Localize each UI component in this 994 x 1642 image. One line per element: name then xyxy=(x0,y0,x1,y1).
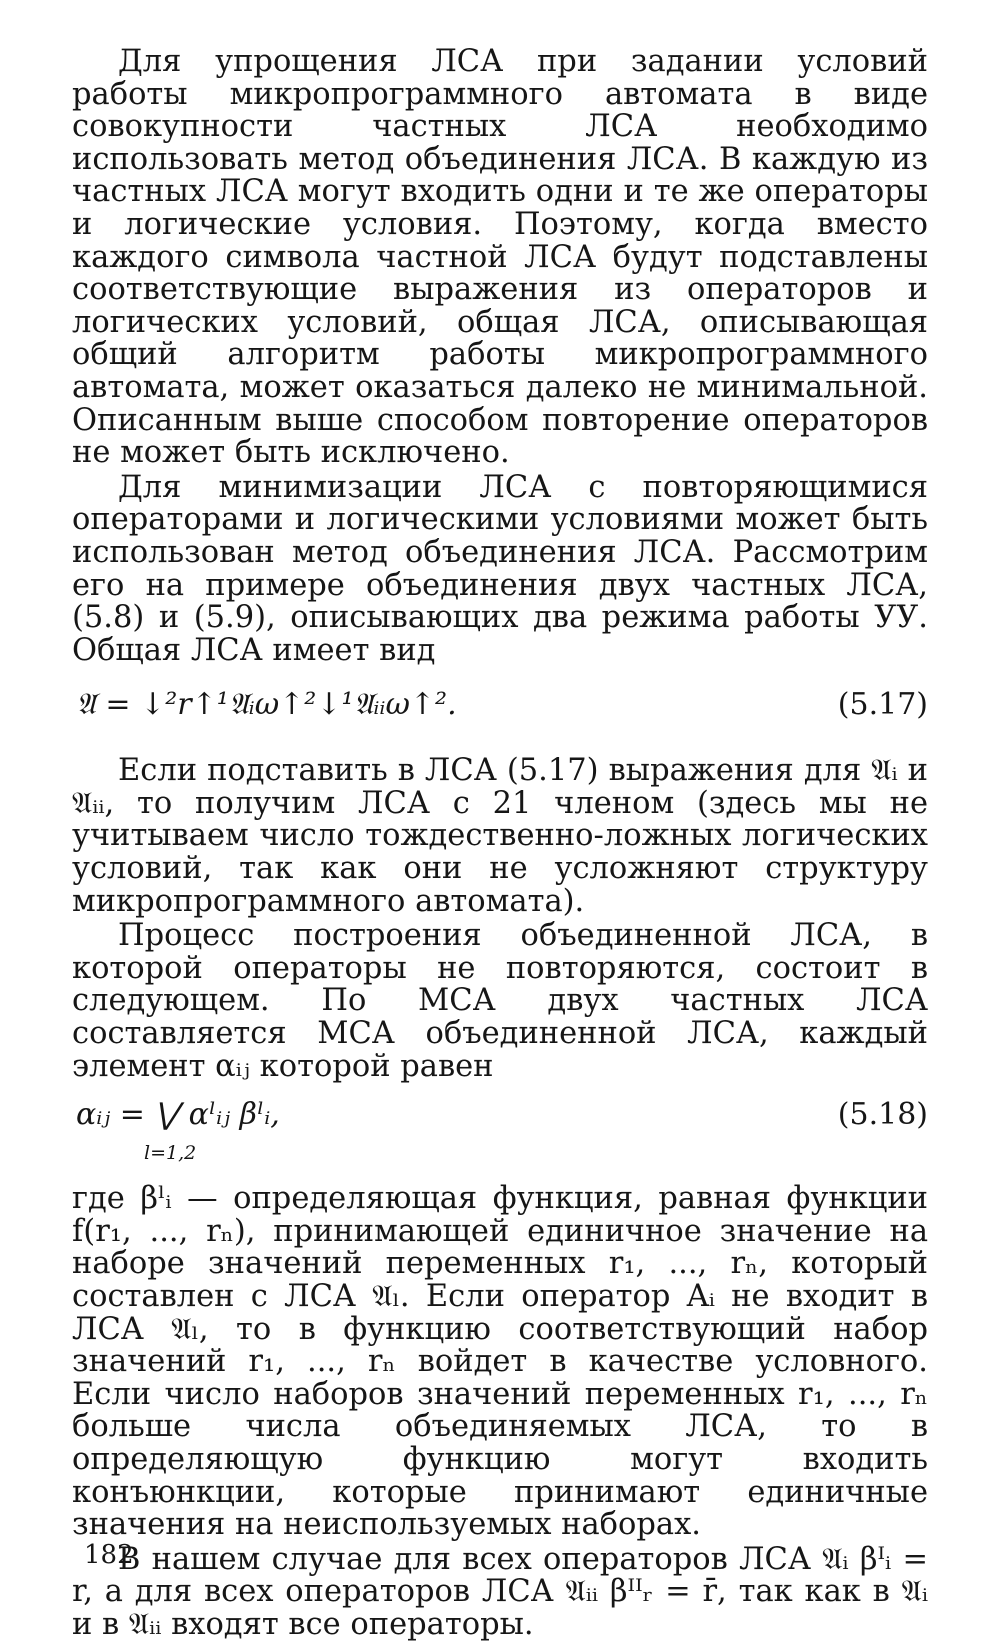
formula-5-17-number: (5.17) xyxy=(837,687,928,723)
page-body xyxy=(72,46,928,1642)
paragraph-6: В нашем случае для всех операторов ЛСА 𝔄ᵢ βᴵᵢ = r, а для всех операторов ЛСА 𝔄ᵢᵢ βᴵᴵᵣ = r̄, так как в 𝔄ᵢ и в 𝔄ᵢᵢ входят все операторы. xyxy=(72,1541,928,1642)
page-number: 182 xyxy=(84,1540,134,1570)
paragraph-5: где βˡᵢ — определяющая функция, равная функции f(r₁, ..., rₙ), принимающей единичное значение на наборе значений переменных r₁, ..., rₙ, который составлен с ЛСА 𝔄ₗ. Если оператор Aᵢ не входит в ЛСА 𝔄ₗ, то в функцию соответствующий набор значений r₁, ..., rₙ войдет в качестве условного. Если число наборов значений переменных r₁, ..., rₙ больше числа объединяемых ЛСА, то в определяющую функцию могут входить конъюнкции, которые принимают единичные значения на неиспользуемых наборах. xyxy=(72,1181,928,1543)
paragraph-3: Если подставить в ЛСА (5.17) выражения для 𝔄ᵢ и 𝔄ᵢᵢ, то получим ЛСА с 21 членом (здесь мы не учитываем число тождественно-ложных логических условий, так как они не усложняют структуру микропрограммного автомата). xyxy=(72,753,928,919)
formula-5-17 xyxy=(72,671,928,747)
paragraph-4: Процесс построения объединенной ЛСА, в которой операторы не повторяются, состоит в следующем. По МСА двух частных ЛСА составляется МСА объединенной ЛСА, каждый элемент αᵢⱼ которой равен xyxy=(72,918,928,1084)
formula-5-17-expression: 𝔄 = ↓²r↑¹𝔄ᵢω↑²↓¹𝔄ᵢᵢω↑². xyxy=(76,687,457,723)
formula-5-18 xyxy=(72,1085,928,1177)
paragraph-1: Для упрощения ЛСА при задании условий работы микропрограммного автомата в виде совокупности частных ЛСА необходимо использовать метод объединения ЛСА. В каждую из частных ЛСА могут входить одни и те же операторы и логические условия. Поэтому, когда вместо каждого символа частной ЛСА будут подставлены соответствующие выражения из операторов и логических условий, общая ЛСА, описывающая общий алгоритм работы микропрограммного автомата, может оказаться далеко не минимальной. Описанным выше способом повторение операторов не может быть исключено. xyxy=(72,44,928,471)
formula-5-18-number: (5.18) xyxy=(837,1097,928,1133)
paragraph-2: Для минимизации ЛСА с повторяющимися операторами и логическими условиями может быть использован метод объединения ЛСА. Рассмотрим его на примере объединения двух частных ЛСА, (5.8) и (5.9), описывающих два режима работы УУ. Общая ЛСА имеет вид xyxy=(72,469,928,668)
formula-5-18-expression: αᵢⱼ = ⋁ αˡᵢⱼ βˡᵢ, xyxy=(76,1097,280,1133)
formula-5-18-subscript: l=1,2 xyxy=(144,1142,197,1165)
